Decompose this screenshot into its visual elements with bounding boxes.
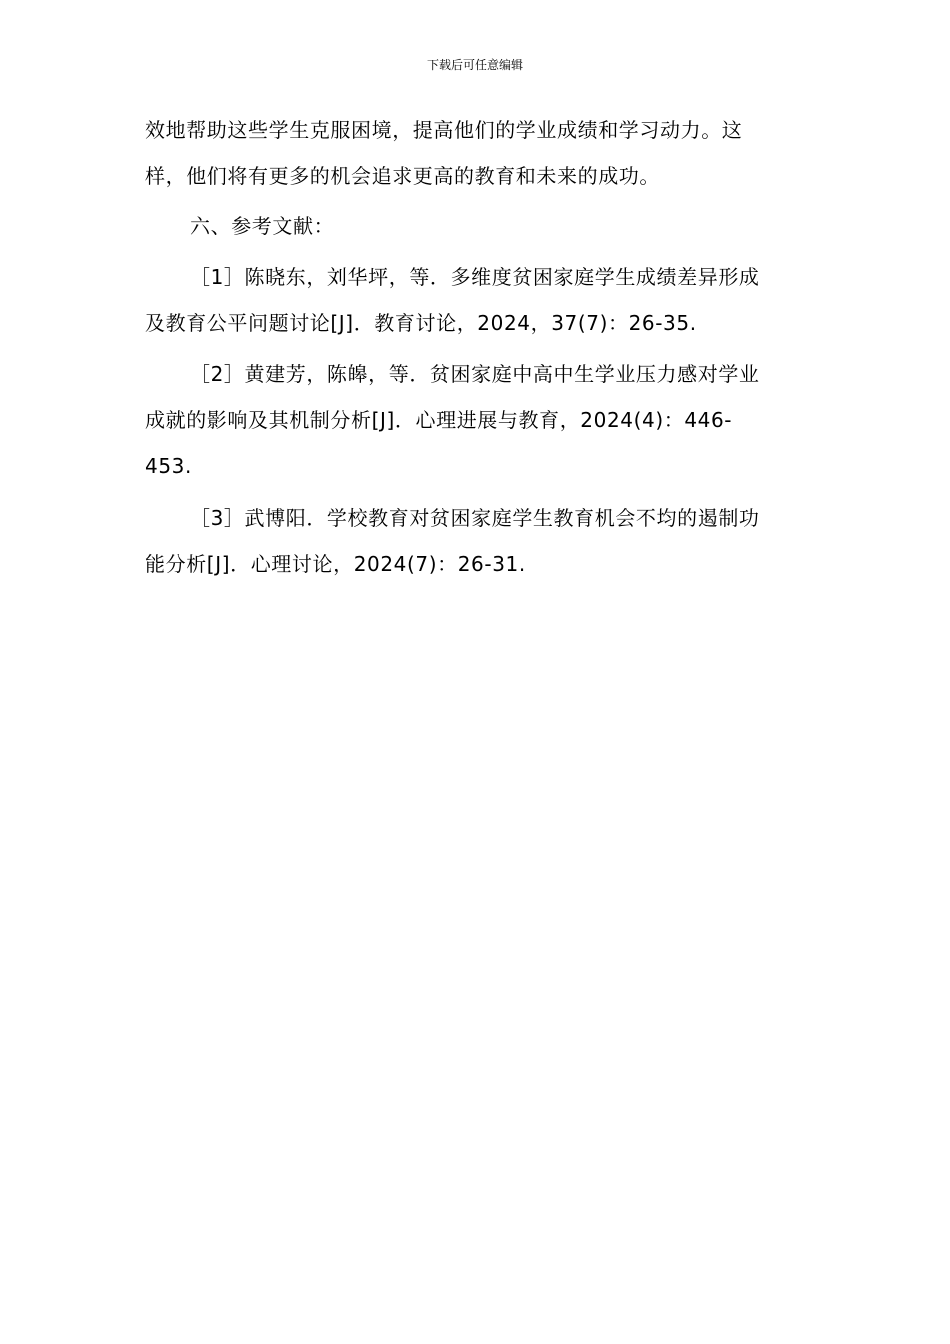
continuation-line-2: 样，他们将有更多的机会追求更高的教育和未来的成功。	[145, 164, 660, 188]
reference-item-3	[145, 495, 793, 587]
reference-3-line-2: 能分析[J]．心理讨论，2024(7)：26-31.	[145, 552, 526, 576]
reference-1-line-1: ［1］陈晓东，刘华坪，等．多维度贫困家庭学生成绩差异形成	[190, 265, 760, 289]
reference-item-2	[145, 351, 793, 489]
continuation-paragraph	[145, 107, 793, 199]
references-heading-block	[145, 203, 793, 249]
reference-2-line-1: ［2］黄建芳，陈皞，等．贫困家庭中高中生学业压力感对学业	[190, 362, 760, 386]
continuation-line-1: 效地帮助这些学生克服困境，提高他们的学业成绩和学习动力。这	[145, 118, 743, 142]
reference-1-line-2: 及教育公平问题讨论[J]．教育讨论，2024，37(7)：26-35.	[145, 311, 697, 335]
reference-item-1	[145, 254, 793, 346]
references-heading: 六、参考文献：	[190, 214, 335, 238]
reference-2-line-2: 成就的影响及其机制分析[J]．心理进展与教育，2024(4)：446-	[145, 408, 733, 432]
reference-2-line-3: 453.	[145, 454, 192, 478]
page-header-note: 下载后可任意编辑	[426, 58, 523, 72]
reference-3-line-1: ［3］武博阳．学校教育对贫困家庭学生教育机会不均的遏制功	[190, 506, 760, 530]
